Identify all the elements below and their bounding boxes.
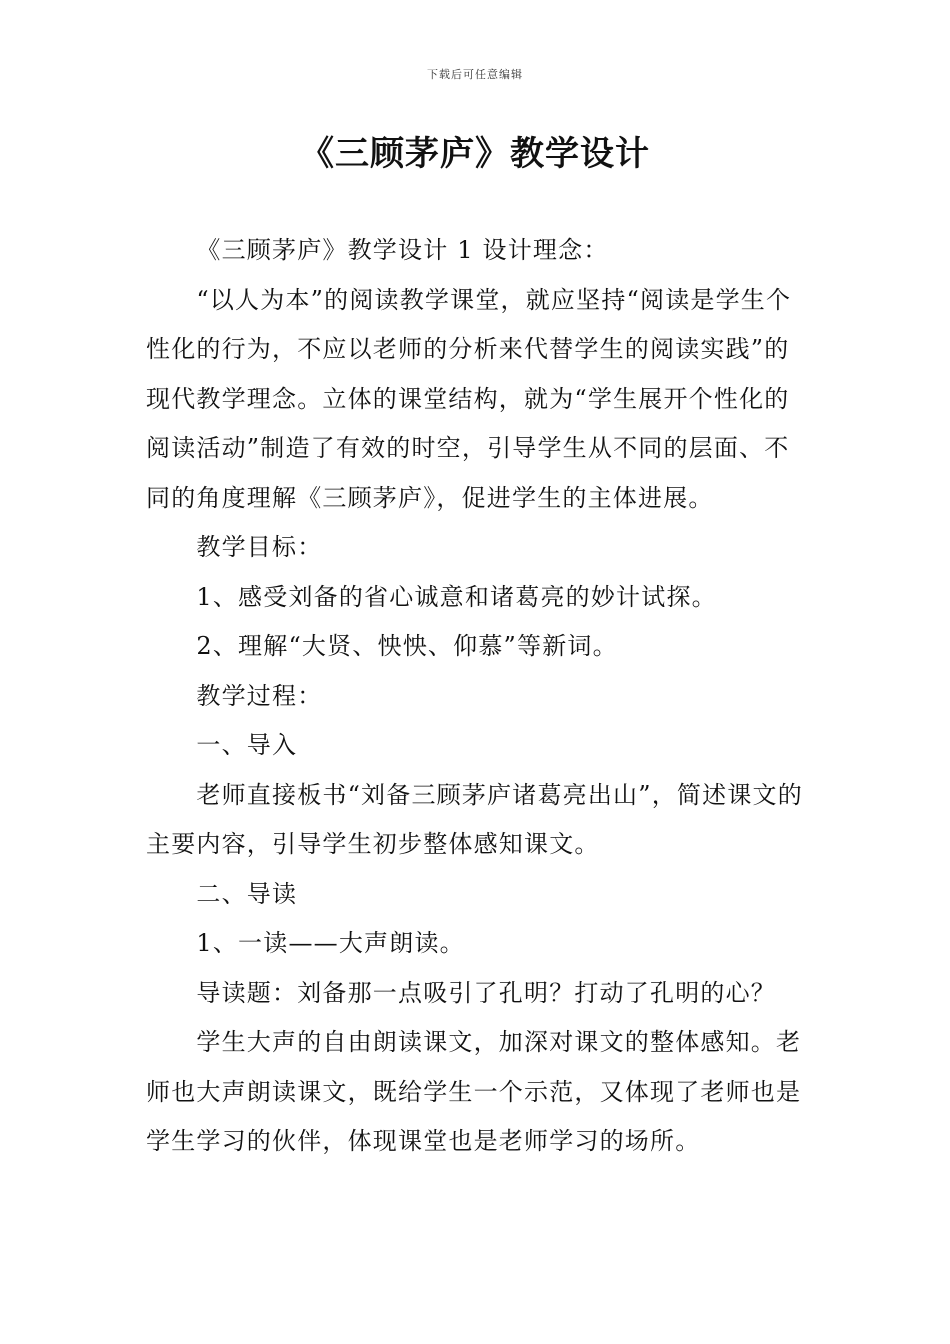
paragraph-design-heading: 《三顾茅庐》教学设计 1 设计理念： bbox=[196, 236, 609, 264]
paragraph-reading-activity: 学生大声的自由朗读课文，加深对课文的整体感知。老师也大声朗读课文，既给学生一个示范，又体现了老师也是学生学习的伙伴，体现课堂也是老师学习的场所。 bbox=[146, 1028, 802, 1155]
document-title: 《三顾茅庐》教学设计 bbox=[300, 134, 650, 174]
document-body bbox=[146, 226, 810, 1167]
paragraph-goals-heading: 教学目标： bbox=[196, 533, 323, 561]
paragraph-goal-1: 1、感受刘备的省心诚意和诸葛亮的妙计试探。 bbox=[196, 582, 717, 611]
paragraph-guide-question: 导读题：刘备那一点吸引了孔明？打动了孔明的心？ bbox=[196, 978, 776, 1007]
paragraph-goal-2: 2、理解“大贤、怏怏、仰慕”等新词。 bbox=[196, 632, 618, 660]
paragraph-design-concept: “以人为本”的阅读教学课堂，就应坚持“阅读是学生个性化的行为，不应以老师的分析来代替学生的阅读实践”的现代教学理念。立体的课堂结构，就为“学生展开个性化的阅读活动”制造了有效的时空，引导学生从不同的层面、不同的角度理解《三顾茅庐》，促进学生的主体进展。 bbox=[146, 285, 792, 512]
paragraph-section-guided-reading: 二、导读 bbox=[196, 879, 298, 908]
paragraph-process-heading: 教学过程： bbox=[196, 681, 323, 710]
paragraph-intro-text: 老师直接板书“刘备三顾茅庐诸葛亮出山”，简述课文的主要内容，引导学生初步整体感知课文。 bbox=[146, 780, 803, 858]
paragraph-section-intro: 一、导入 bbox=[196, 731, 298, 759]
paragraph-first-reading: 1、一读——大声朗读。 bbox=[196, 929, 465, 957]
header-note: 下载后可任意编辑 bbox=[427, 68, 523, 81]
